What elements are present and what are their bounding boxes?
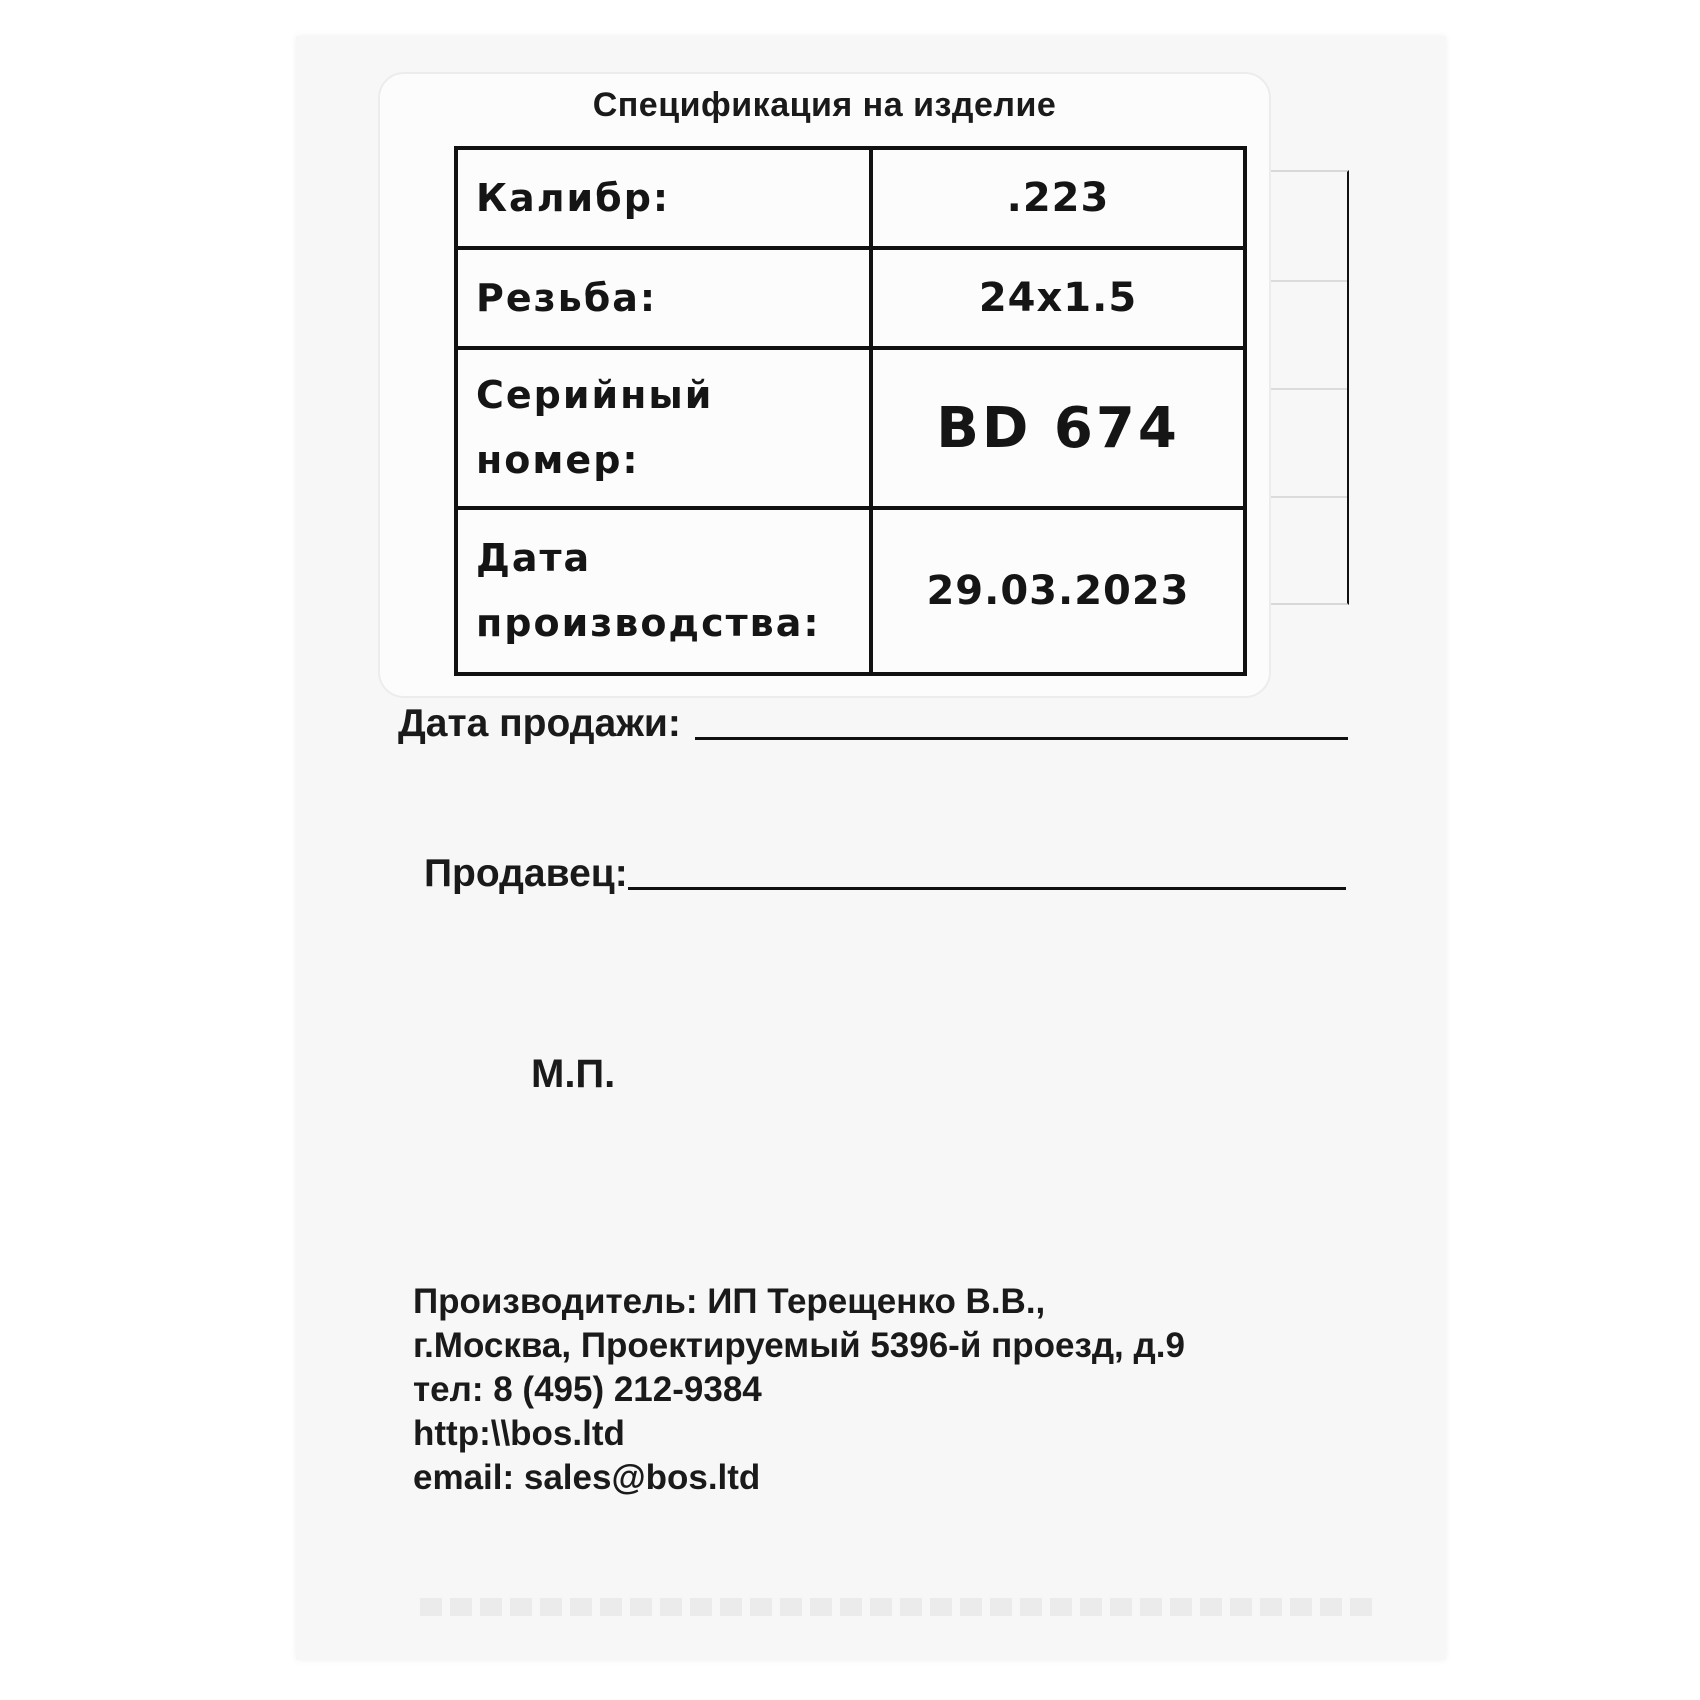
manufacturer-info [413, 1280, 1185, 1500]
table-row [456, 508, 1245, 674]
specification-title: Спецификация на изделие [592, 86, 1057, 124]
manufacturer-address: г.Москва, Проектируемый 5396-й проезд, д.9 [413, 1326, 1185, 1365]
production-date-value: 29.03.2023 [871, 508, 1245, 674]
manufacturer-phone: тел: 8 (495) 212-9384 [413, 1370, 762, 1409]
seller-input-line[interactable] [628, 887, 1346, 890]
serial-number-label: Серийный номер: [456, 348, 871, 508]
caliber-label: Калибр: [456, 148, 871, 248]
table-row [456, 348, 1245, 508]
specification-table [454, 146, 1247, 676]
thread-value: 24x1.5 [871, 248, 1245, 348]
seller-field [424, 852, 1346, 896]
show-through-text [420, 1598, 1380, 1616]
serial-number-value: BD 674 [871, 348, 1245, 508]
seller-label: Продавец: [424, 852, 628, 895]
manufacturer-website: http:\\bos.ltd [413, 1414, 625, 1453]
table-row [456, 148, 1245, 248]
sale-date-input-line[interactable] [695, 737, 1348, 740]
production-date-label: Дата производства: [456, 508, 871, 674]
manufacturer-name: Производитель: ИП Терещенко В.В., [413, 1282, 1046, 1321]
sale-date-field [398, 702, 1348, 746]
sale-date-label: Дата продажи: [398, 702, 681, 745]
manufacturer-email: email: sales@bos.ltd [413, 1458, 761, 1497]
table-row [456, 248, 1245, 348]
caliber-value: .223 [871, 148, 1245, 248]
thread-label: Резьба: [456, 248, 871, 348]
stamp-placeholder: М.П. [531, 1052, 616, 1096]
